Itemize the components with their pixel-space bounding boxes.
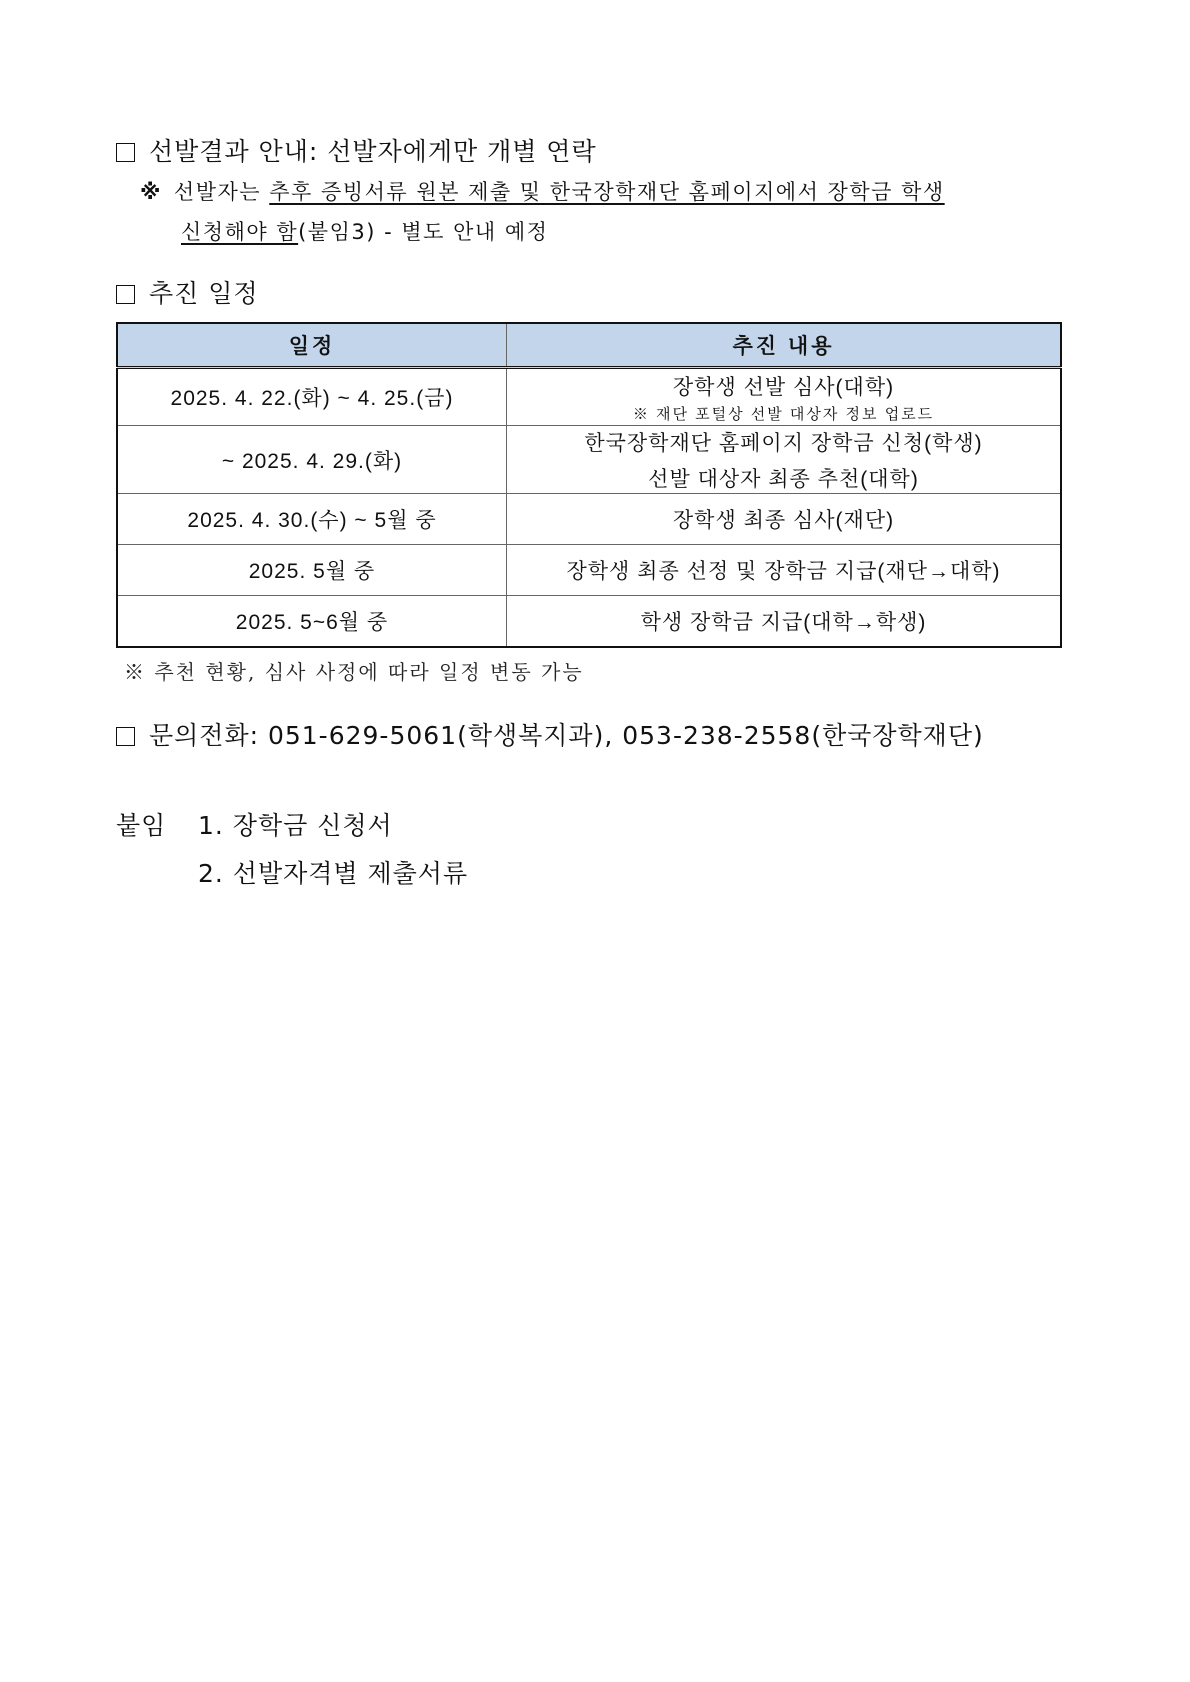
table-header-row bbox=[117, 323, 1061, 368]
column-header-content: 추진 내용 bbox=[507, 323, 1062, 368]
attachment-text: 2. 선발자격별 제출서류 bbox=[198, 859, 469, 888]
checkbox-square-icon bbox=[116, 143, 135, 162]
attachment-label: 붙임 bbox=[116, 811, 167, 840]
schedule-footnote: ※ 추천 현황, 심사 사정에 따라 일정 변동 가능 bbox=[124, 660, 584, 684]
section-schedule bbox=[116, 274, 259, 310]
content-text-second: 선발 대상자 최종 추천(대학) bbox=[648, 467, 919, 491]
section-contact bbox=[116, 716, 984, 752]
attachment-item bbox=[116, 806, 393, 842]
table-row bbox=[117, 494, 1061, 545]
content-cell bbox=[507, 368, 1062, 426]
content-subnote: ※ 재단 포털상 선발 대상자 정보 업로드 bbox=[632, 405, 935, 423]
note-underlined-text: 신청해야 함 bbox=[181, 220, 299, 244]
checkbox-square-icon bbox=[116, 727, 135, 746]
table-row bbox=[117, 545, 1061, 596]
attachment-text: 1. 장학금 신청서 bbox=[198, 811, 393, 840]
content-cell: 장학생 최종 심사(재단) bbox=[507, 494, 1062, 545]
content-cell: 학생 장학금 지급(대학→학생) bbox=[507, 596, 1062, 647]
contact-text: 문의전화: 051-629-5061(학생복지과), 053-238-2558(한국장학재단) bbox=[149, 721, 984, 750]
schedule-table bbox=[116, 322, 1062, 648]
checkbox-square-icon bbox=[116, 285, 135, 304]
content-cell bbox=[507, 426, 1062, 494]
note-text: 선발자는 bbox=[173, 180, 270, 204]
table-row bbox=[117, 368, 1061, 426]
date-cell: 2025. 4. 22.(화) ~ 4. 25.(금) bbox=[117, 368, 507, 426]
date-cell: ~ 2025. 4. 29.(화) bbox=[117, 426, 507, 494]
note-line-2 bbox=[181, 216, 548, 246]
section-heading: 추진 일정 bbox=[149, 279, 259, 308]
note-line-1 bbox=[140, 176, 945, 206]
column-header-date: 일정 bbox=[117, 323, 507, 368]
table-row bbox=[117, 426, 1061, 494]
content-text: 장학생 선발 심사(대학) bbox=[672, 375, 895, 399]
content-text: 한국장학재단 홈페이지 장학금 신청(학생) bbox=[584, 431, 983, 455]
date-cell: 2025. 5월 중 bbox=[117, 545, 507, 596]
section-heading: 선발결과 안내: 선발자에게만 개별 연락 bbox=[149, 137, 597, 166]
note-underlined-text: 추후 증빙서류 원본 제출 및 한국장학재단 홈페이지에서 장학금 학생 bbox=[269, 180, 945, 204]
note-text: (붙임3) - 별도 안내 예정 bbox=[298, 220, 549, 244]
section-selection-result bbox=[116, 132, 597, 168]
attachment-item bbox=[116, 854, 468, 890]
table-row bbox=[117, 596, 1061, 647]
date-cell: 2025. 5~6월 중 bbox=[117, 596, 507, 647]
reference-mark-icon: ※ bbox=[140, 180, 162, 204]
content-cell: 장학생 최종 선정 및 장학금 지급(재단→대학) bbox=[507, 545, 1062, 596]
date-cell: 2025. 4. 30.(수) ~ 5월 중 bbox=[117, 494, 507, 545]
